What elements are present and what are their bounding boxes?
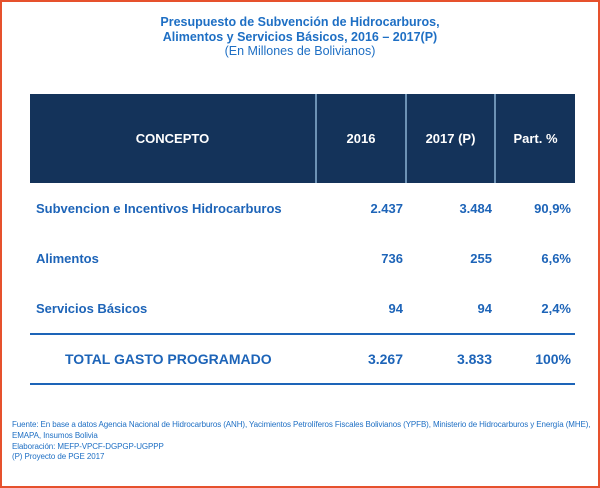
budget-table [30, 94, 575, 385]
row-value-2016: 2.437 [370, 200, 403, 216]
page-title [2, 15, 598, 59]
row-value-2016: 94 [388, 300, 403, 316]
total-value-2017p: 3.833 [456, 351, 492, 367]
row-value-part: 6,6% [541, 250, 571, 266]
title-subtitle: (En Millones de Bolivianos) [224, 44, 376, 58]
column-header-2017p: 2017 (P) [405, 94, 494, 183]
fuente-text: Fuente: En base a datos Agencia Nacional de Hidrocarburos (ANH), Yacimientos Petrolíferos Fiscales Bolivianos (YPFB), Ministerio de Hidrocarburos y Energía (MHE), EMAPA, Insumos Bolivia [12, 420, 591, 440]
row-concepto: Subvencion e Incentivos Hidrocarburos [36, 200, 282, 216]
row-concepto: Servicios Básicos [36, 300, 148, 316]
row-value-part: 2,4% [541, 300, 571, 316]
elaboracion-text: Elaboración: MEFP-VPCF-DGPGP-UGPPP [12, 441, 164, 451]
nota-text: (P) Proyecto de PGE 2017 [12, 452, 105, 462]
column-header-2016: 2016 [315, 94, 405, 183]
table-row [30, 233, 575, 283]
total-label: TOTAL GASTO PROGRAMADO [65, 351, 272, 367]
divider-line-bottom [30, 383, 575, 385]
table-row [30, 283, 575, 333]
row-value-part: 90,9% [534, 200, 571, 216]
source-note [12, 420, 596, 463]
column-header-concepto: CONCEPTO [135, 131, 210, 146]
title-line-2: Alimentos y Servicios Básicos, 2016 – 2017(P) [162, 29, 438, 44]
title-line-1: Presupuesto de Subvención de Hidrocarburos, [160, 15, 440, 29]
table-header-row [30, 94, 575, 183]
table-total-row [30, 335, 575, 383]
row-value-2017p: 94 [477, 300, 492, 316]
table-row [30, 183, 575, 233]
total-value-2016: 3.267 [367, 351, 403, 367]
row-value-2017p: 3.484 [459, 200, 492, 216]
row-concepto: Alimentos [36, 250, 99, 266]
row-value-2017p: 255 [470, 250, 492, 266]
row-value-2016: 736 [381, 250, 403, 266]
column-header-part: Part. % [494, 94, 575, 183]
total-value-part: 100% [535, 351, 571, 367]
